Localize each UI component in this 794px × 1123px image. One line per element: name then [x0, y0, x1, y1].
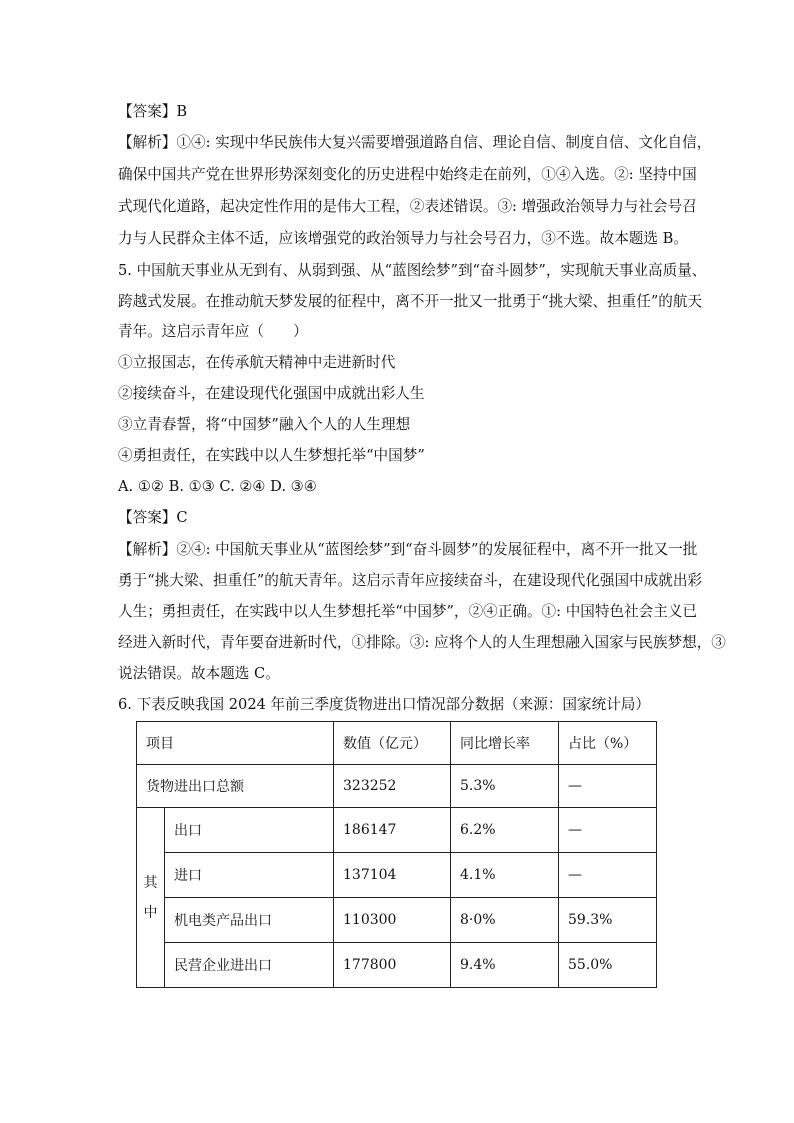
row-export-value: 186147 — [334, 808, 451, 853]
q5-choices: A. ①② B. ①③ C. ②④ D. ③④ — [118, 478, 317, 495]
row-private-value: 177800 — [334, 943, 451, 988]
row-import-value: 137104 — [334, 853, 451, 898]
row-private-growth: 9.4% — [451, 943, 559, 988]
row-total-label: 货物进出口总额 — [137, 765, 334, 808]
q5-analysis-line-1: 【解析】②④: 中国航天事业从“蓝图绘梦”到“奋斗圆梦”的发展征程中，离不开一批又一批 — [118, 541, 698, 558]
q5-stem-line-3: 青年。这启示青年应（ ） — [118, 323, 308, 340]
q5-statement-3: ③立青春誓，将“中国梦”融入个人的人生理想 — [118, 416, 411, 433]
table-row — [137, 943, 657, 988]
q5-analysis-line-4: 经进入新时代，青年要奋进新时代，①排除。③: 应将个人的人生理想融入国家与民族梦想，③ — [118, 634, 726, 651]
row-export-growth: 6.2% — [451, 808, 559, 853]
table-row — [137, 898, 657, 943]
q5-statement-4: ④勇担责任，在实践中以人生梦想托举“中国梦” — [118, 447, 425, 464]
row-private-label: 民营企业进出口 — [165, 943, 334, 988]
row-total-value: 323252 — [334, 765, 451, 808]
row-mech-share: 59.3% — [559, 898, 657, 943]
header-item: 项目 — [137, 722, 334, 765]
sub-label-char-1: 其 — [143, 874, 158, 891]
header-share: 占比（%） — [559, 722, 657, 765]
q5-analysis-line-3: 人生；勇担责任，在实践中以人生梦想托举“中国梦”，②④正确。①: 中国特色社会主义已 — [118, 603, 698, 620]
table-header-row — [137, 722, 657, 765]
q4-analysis-line-2: 确保中国共产党在世界形势深刻变化的历史进程中始终走在前列，①④入选。②: 坚持中国 — [118, 166, 697, 183]
row-import-share: — — [559, 853, 657, 898]
table-row — [137, 853, 657, 898]
row-import-label: 进口 — [165, 853, 334, 898]
q5-analysis-line-2: 勇于“挑大梁、担重任”的航天青年。这启示青年应接续奋斗，在建设现代化强国中成就出彩 — [118, 572, 703, 589]
q5-stem-line-1: 5. 中国航天事业从无到有、从弱到强、从“蓝图绘梦”到“奋斗圆梦”，实现航天事业高质量、 — [118, 262, 707, 279]
row-total-growth: 5.3% — [451, 765, 559, 808]
row-mech-growth: 8·0% — [451, 898, 559, 943]
header-value: 数值（亿元） — [334, 722, 451, 765]
q6-stem: 6. 下表反映我国 2024 年前三季度货物进出口情况部分数据（来源：国家统计局） — [118, 696, 650, 713]
q4-analysis-line-3: 式现代化道路，起决定性作用的是伟大工程，②表述错误。③: 增强政治领导力与社会号召 — [118, 198, 697, 215]
header-growth: 同比增长率 — [451, 722, 559, 765]
row-export-share: — — [559, 808, 657, 853]
q5-statement-1: ①立报国志，在传承航天精神中走进新时代 — [118, 354, 396, 371]
q4-answer: 【答案】B — [118, 103, 188, 120]
row-private-share: 55.0% — [559, 943, 657, 988]
table-row — [137, 765, 657, 808]
q5-answer: 【答案】C — [118, 509, 188, 526]
q4-analysis-line-1: 【解析】①④: 实现中华民族伟大复兴需要增强道路自信、理论自信、制度自信、文化自信， — [118, 134, 712, 151]
q5-analysis-line-5: 说法错误。故本题选 C。 — [118, 665, 280, 682]
q5-statement-2: ②接续奋斗，在建设现代化强国中成就出彩人生 — [118, 385, 425, 402]
sub-label-char-2: 中 — [143, 904, 158, 921]
sub-group-label — [137, 808, 165, 988]
q5-stem-line-2: 跨越式发展。在推动航天梦发展的征程中，离不开一批又一批勇于“挑大梁、担重任”的航天 — [118, 293, 703, 310]
row-mech-value: 110300 — [334, 898, 451, 943]
row-total-share: — — [559, 765, 657, 808]
row-mech-label: 机电类产品出口 — [165, 898, 334, 943]
q4-analysis-line-4: 力与人民群众主体不适，应该增强党的政治领导力与社会号召力，③不选。故本题选 B。 — [118, 230, 688, 247]
table-row — [137, 808, 657, 853]
row-export-label: 出口 — [165, 808, 334, 853]
row-import-growth: 4.1% — [451, 853, 559, 898]
trade-data-table — [136, 721, 657, 988]
